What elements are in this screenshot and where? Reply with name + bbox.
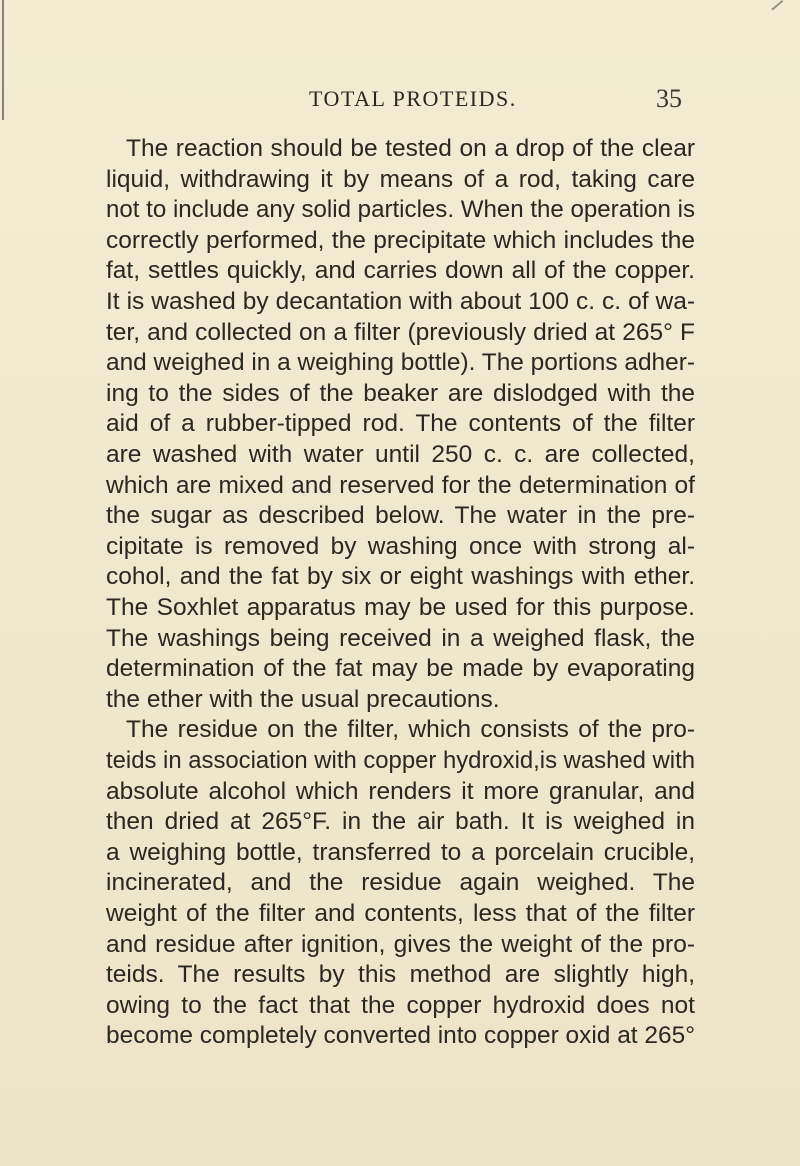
text-line: determination of the fat may be made by evaporating	[106, 655, 695, 683]
text-line: cipitate is removed by washing once with strong al-	[106, 532, 695, 560]
text-line: It is washed by decantation with about 100 c. c. of wa-	[106, 288, 695, 315]
text-line: cohol, and the fat by six or eight washings with ether.	[106, 563, 695, 591]
text-line: aid of a rubber-tipped rod. The contents of the filter	[106, 410, 695, 438]
text-line: owing to the fact that the copper hydroxid does not	[106, 991, 695, 1019]
text-line: teids in association with copper hydroxid,is washed with	[106, 747, 695, 774]
text-line: ing to the sides of the beaker are dislodged with the	[106, 379, 695, 407]
text-line: are washed with water until 250 c. c. are collected,	[106, 441, 695, 468]
text-line: The reaction should be tested on a drop of the clear	[126, 135, 695, 162]
page-number: 35	[656, 84, 682, 113]
text-line: become completely converted into copper oxid at 265°	[106, 1022, 695, 1050]
text-line: liquid, withdrawing it by means of a rod, taking care	[106, 165, 695, 193]
text-line: and residue after ignition, gives the weight of the pro-	[106, 930, 695, 958]
text-line: the sugar as described below. The water in the pre-	[106, 502, 695, 530]
corner-mark	[771, 0, 792, 21]
text-line: weight of the filter and contents, less that of the filter	[106, 900, 695, 927]
text-line: teids. The results by this method are slightly high,	[106, 961, 695, 989]
text-line: which are mixed and reserved for the determination of	[106, 471, 695, 499]
text-line: then dried at 265°F. in the air bath. It is weighed in	[106, 808, 695, 836]
text-line: a weighing bottle, transferred to a porcelain crucible,	[106, 838, 695, 866]
text-line: absolute alcohol which renders it more granular, and	[106, 777, 695, 805]
running-title: TOTAL PROTEIDS.	[309, 86, 517, 111]
text-line: The residue on the filter, which consists of the pro-	[126, 716, 695, 744]
text-line: incinerated, and the residue again weighed. The	[106, 869, 695, 897]
text-line: the ether with the usual precautions.	[106, 685, 500, 713]
text-line: fat, settles quickly, and carries down all of the copper.	[106, 257, 695, 285]
text-line: correctly performed, the precipitate which includes the	[106, 226, 695, 254]
text-line: The washings being received in a weighed flask, the	[106, 624, 695, 652]
text-line: and weighed in a weighing bottle). The portions adher-	[106, 349, 695, 377]
text-line: The Soxhlet apparatus may be used for this purpose.	[106, 594, 695, 621]
text-line: not to include any solid particles. When the operation is	[106, 196, 695, 224]
page-header	[0, 86, 800, 116]
text-line: ter, and collected on a filter (previously dried at 265° F	[106, 318, 695, 346]
